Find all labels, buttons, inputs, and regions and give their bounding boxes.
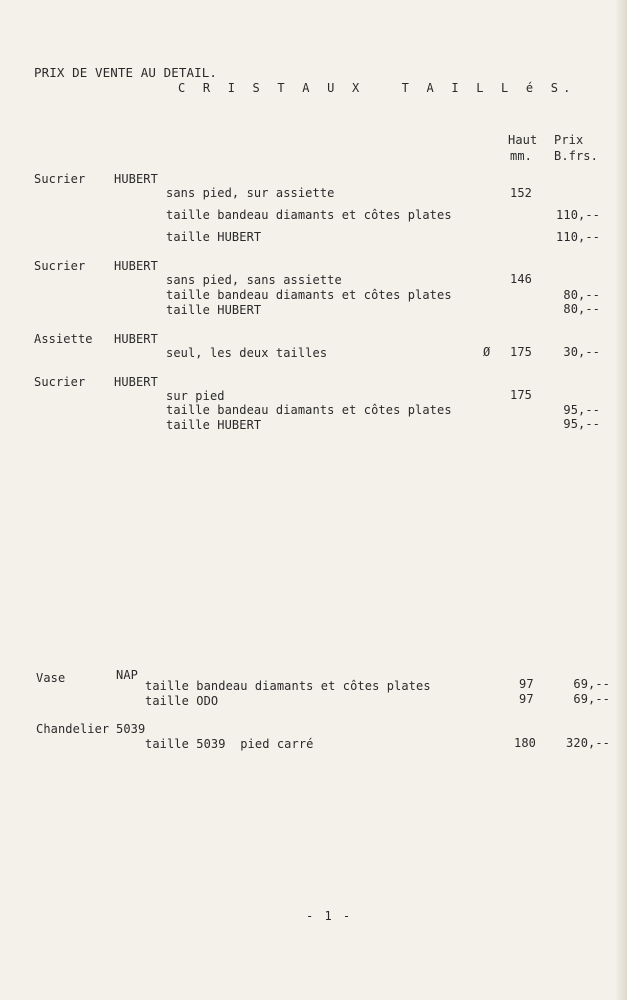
item-price: 320,--: [566, 736, 610, 750]
column-header-haut: Haut: [508, 133, 538, 147]
item-price: 95,--: [563, 417, 600, 431]
item-name: Sucrier: [34, 172, 86, 186]
diameter-symbol: Ø: [483, 345, 491, 359]
item-name: Vase: [36, 671, 66, 685]
item-description: taille HUBERT: [166, 303, 262, 317]
item-description: taille ODO: [145, 694, 219, 708]
item-price: 80,--: [563, 302, 600, 316]
item-brand: HUBERT: [114, 375, 158, 389]
item-height: 175: [510, 388, 532, 402]
item-price: 95,--: [563, 403, 600, 417]
document-title: PRIX DE VENTE AU DETAIL.: [34, 65, 218, 80]
page-number: - 1 -: [306, 909, 353, 923]
item-description: taille HUBERT: [166, 230, 262, 244]
column-header-prix-unit: B.frs.: [554, 149, 598, 163]
item-name: Assiette: [34, 332, 93, 346]
item-description: taille HUBERT: [166, 418, 262, 432]
item-description: sans pied, sur assiette: [166, 186, 335, 200]
item-brand: HUBERT: [114, 259, 158, 273]
item-height: 180: [514, 736, 536, 750]
item-height: 97: [519, 677, 534, 691]
item-description: taille bandeau diamants et côtes plates: [166, 208, 452, 222]
item-price: 110,--: [556, 230, 600, 244]
item-price: 69,--: [573, 677, 610, 691]
item-brand: HUBERT: [114, 172, 158, 186]
column-header-prix: Prix: [554, 133, 584, 147]
item-brand: NAP: [116, 668, 138, 682]
item-name: Sucrier: [34, 375, 86, 389]
item-description: taille bandeau diamants et côtes plates: [166, 288, 452, 302]
item-name: Sucrier: [34, 259, 86, 273]
page-edge-shadow: [615, 0, 627, 1000]
item-height: 97: [519, 692, 534, 706]
item-height: 146: [510, 272, 532, 286]
column-header-haut-unit: mm.: [510, 149, 532, 163]
item-height: 175: [510, 345, 532, 359]
item-height: 152: [510, 186, 532, 200]
item-brand: HUBERT: [114, 332, 158, 346]
item-price: 69,--: [573, 692, 610, 706]
document-subtitle: C R I S T A U X T A I L L é S.: [178, 81, 576, 95]
item-brand: 5039: [116, 722, 146, 736]
item-price: 80,--: [563, 288, 600, 302]
item-price: 30,--: [563, 345, 600, 359]
item-description: taille bandeau diamants et côtes plates: [166, 403, 452, 417]
item-price: 110,--: [556, 208, 600, 222]
item-description: sur pied: [166, 389, 225, 403]
item-description: sans pied, sans assiette: [166, 273, 342, 287]
item-description: seul, les deux tailles: [166, 346, 328, 360]
item-description: taille 5039 pied carré: [145, 737, 314, 751]
item-description: taille bandeau diamants et côtes plates: [145, 679, 431, 693]
item-name: Chandelier: [36, 722, 110, 736]
